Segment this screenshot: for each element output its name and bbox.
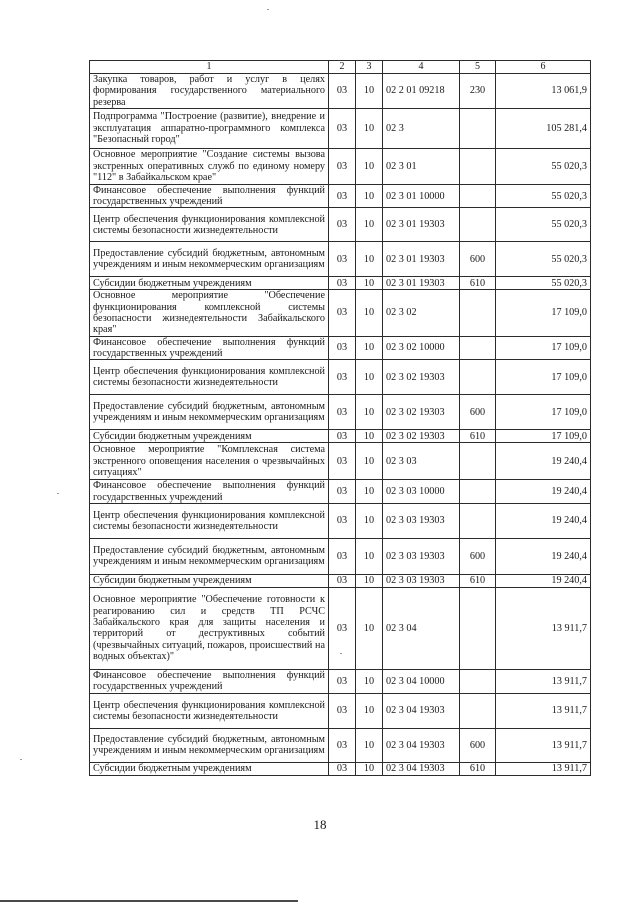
row-pr-code: 10: [356, 360, 383, 395]
row-pr-code: 10: [356, 538, 383, 574]
row-name: Основное мероприятие "Обеспечение функционирования комплексной системы безопасности жизнедеятельности Забайкальского края": [90, 290, 329, 336]
table-row: [90, 728, 591, 762]
row-name: Центр обеспечения функционирования комплексной системы безопасности жизнедеятельности: [90, 693, 329, 728]
row-gr-code: 03: [329, 762, 356, 775]
row-name: Основное мероприятие "Комплексная система экстренного оповещения населения о чрезвычайных ситуациях": [90, 443, 329, 480]
row-pr-code: 10: [356, 480, 383, 504]
row-name: Центр обеспечения функционирования комплексной системы безопасности жизнедеятельности: [90, 360, 329, 395]
row-gr-code: 03: [329, 693, 356, 728]
row-expense-type: [460, 108, 496, 148]
row-gr-code: 03: [329, 277, 356, 290]
scan-speck: [267, 9, 269, 10]
row-gr-code: 03: [329, 430, 356, 443]
table-row: [90, 290, 591, 336]
row-name: Финансовое обеспечение выполнения функций государственных учреждений: [90, 480, 329, 504]
row-amount: 13 911,7: [496, 762, 591, 775]
table-row: [90, 74, 591, 109]
table-row: [90, 360, 591, 395]
table-row: [90, 503, 591, 538]
row-pr-code: 10: [356, 336, 383, 360]
row-name: Предоставление субсидий бюджетным, автономным учреждениям и иным некоммерческим организациям: [90, 242, 329, 277]
row-amount: 13 911,7: [496, 669, 591, 693]
row-target-article: 02 3 02: [383, 290, 460, 336]
table-row: [90, 693, 591, 728]
scan-speck: [20, 759, 22, 760]
scan-speck: [57, 493, 59, 494]
row-target-article: 02 3 04 19303: [383, 728, 460, 762]
scan-speck: [340, 653, 342, 654]
row-amount: 19 240,4: [496, 574, 591, 587]
table-header-row: [90, 61, 591, 74]
row-amount: 55 020,3: [496, 277, 591, 290]
row-name: Основное мероприятие "Создание системы вызова экстренных оперативных служб по единому номеру "112" в Забайкальском крае": [90, 148, 329, 184]
table-row: [90, 336, 591, 360]
row-amount: 19 240,4: [496, 443, 591, 480]
row-gr-code: 03: [329, 574, 356, 587]
column-header: 6: [496, 61, 591, 74]
row-pr-code: 10: [356, 762, 383, 775]
row-pr-code: 10: [356, 148, 383, 184]
row-name: Закупка товаров, работ и услуг в целях формирования государственного материального резерва: [90, 74, 329, 109]
row-target-article: 02 3 02 19303: [383, 360, 460, 395]
row-pr-code: 10: [356, 728, 383, 762]
row-pr-code: 10: [356, 277, 383, 290]
row-target-article: 02 3 02 19303: [383, 395, 460, 430]
row-name: Финансовое обеспечение выполнения функций государственных учреждений: [90, 336, 329, 360]
row-pr-code: 10: [356, 443, 383, 480]
row-target-article: 02 2 01 09218: [383, 74, 460, 109]
row-target-article: 02 3 04 10000: [383, 669, 460, 693]
row-pr-code: 10: [356, 693, 383, 728]
row-expense-type: 610: [460, 762, 496, 775]
row-target-article: 02 3 04: [383, 587, 460, 669]
table-row: [90, 443, 591, 480]
row-expense-type: 230: [460, 74, 496, 109]
row-expense-type: [460, 290, 496, 336]
row-gr-code: 03: [329, 480, 356, 504]
row-expense-type: 600: [460, 728, 496, 762]
row-expense-type: [460, 480, 496, 504]
row-target-article: 02 3 03 19303: [383, 574, 460, 587]
row-name: Финансовое обеспечение выполнения функций государственных учреждений: [90, 669, 329, 693]
row-gr-code: 03: [329, 74, 356, 109]
row-pr-code: 10: [356, 430, 383, 443]
bottom-divider: [0, 900, 298, 902]
row-pr-code: 10: [356, 587, 383, 669]
row-pr-code: 10: [356, 669, 383, 693]
row-amount: 13 911,7: [496, 728, 591, 762]
row-name: Центр обеспечения функционирования комплексной системы безопасности жизнедеятельности: [90, 503, 329, 538]
row-target-article: 02 3 01: [383, 148, 460, 184]
row-expense-type: [460, 443, 496, 480]
table-row: [90, 184, 591, 208]
table-row: [90, 762, 591, 775]
row-gr-code: 03: [329, 108, 356, 148]
row-expense-type: 600: [460, 538, 496, 574]
row-name: Предоставление субсидий бюджетным, автономным учреждениям и иным некоммерческим организациям: [90, 395, 329, 430]
row-pr-code: 10: [356, 290, 383, 336]
row-target-article: 02 3 02 10000: [383, 336, 460, 360]
row-target-article: 02 3: [383, 108, 460, 148]
row-target-article: 02 3 01 19303: [383, 242, 460, 277]
budget-table: [89, 60, 591, 776]
row-amount: 17 109,0: [496, 290, 591, 336]
row-gr-code: 03: [329, 184, 356, 208]
row-name: Субсидии бюджетным учреждениям: [90, 430, 329, 443]
row-amount: 13 911,7: [496, 587, 591, 669]
row-gr-code: 03: [329, 290, 356, 336]
row-target-article: 02 3 03 19303: [383, 538, 460, 574]
row-target-article: 02 3 02 19303: [383, 430, 460, 443]
row-gr-code: 03: [329, 208, 356, 242]
table-row: [90, 242, 591, 277]
row-amount: 55 020,3: [496, 242, 591, 277]
row-pr-code: 10: [356, 208, 383, 242]
row-pr-code: 10: [356, 108, 383, 148]
row-amount: 19 240,4: [496, 538, 591, 574]
row-target-article: 02 3 01 10000: [383, 184, 460, 208]
row-expense-type: [460, 360, 496, 395]
row-gr-code: 03: [329, 148, 356, 184]
row-amount: 17 109,0: [496, 336, 591, 360]
table-row: [90, 574, 591, 587]
table-row: [90, 277, 591, 290]
table-row: [90, 430, 591, 443]
row-name: Предоставление субсидий бюджетным, автономным учреждениям и иным некоммерческим организациям: [90, 538, 329, 574]
row-amount: 17 109,0: [496, 395, 591, 430]
row-amount: 19 240,4: [496, 480, 591, 504]
row-expense-type: 600: [460, 395, 496, 430]
row-gr-code: 03: [329, 728, 356, 762]
row-pr-code: 10: [356, 395, 383, 430]
row-amount: 17 109,0: [496, 360, 591, 395]
row-name: Центр обеспечения функционирования комплексной системы безопасности жизнедеятельности: [90, 208, 329, 242]
row-amount: 55 020,3: [496, 184, 591, 208]
row-gr-code: 03: [329, 587, 356, 669]
row-name: Субсидии бюджетным учреждениям: [90, 277, 329, 290]
row-target-article: 02 3 03 19303: [383, 503, 460, 538]
row-target-article: 02 3 03 10000: [383, 480, 460, 504]
column-header: 3: [356, 61, 383, 74]
column-header: 4: [383, 61, 460, 74]
row-name: Подпрограмма "Построение (развитие), внедрение и эксплуатация аппаратно-программного комплекса "Безопасный город": [90, 108, 329, 148]
row-expense-type: 610: [460, 574, 496, 587]
row-amount: 55 020,3: [496, 208, 591, 242]
row-gr-code: 03: [329, 669, 356, 693]
row-amount: 13 911,7: [496, 693, 591, 728]
row-pr-code: 10: [356, 503, 383, 538]
table-row: [90, 587, 591, 669]
column-header: 2: [329, 61, 356, 74]
row-gr-code: 03: [329, 503, 356, 538]
row-pr-code: 10: [356, 242, 383, 277]
row-amount: 13 061,9: [496, 74, 591, 109]
row-gr-code: 03: [329, 360, 356, 395]
row-expense-type: [460, 208, 496, 242]
table-row: [90, 480, 591, 504]
row-name: Основное мероприятие "Обеспечение готовности к реагированию сил и средств ТП РСЧС Забайкальского края для защиты населения и территорий от деструктивных событий (чрезвычайных ситуаций, пожаров, происшествий на водных объектах)": [90, 587, 329, 669]
row-name: Финансовое обеспечение выполнения функций государственных учреждений: [90, 184, 329, 208]
row-expense-type: 610: [460, 277, 496, 290]
row-expense-type: [460, 184, 496, 208]
row-amount: 55 020,3: [496, 148, 591, 184]
table-row: [90, 538, 591, 574]
row-gr-code: 03: [329, 443, 356, 480]
row-target-article: 02 3 03: [383, 443, 460, 480]
row-expense-type: [460, 148, 496, 184]
row-pr-code: 10: [356, 184, 383, 208]
table-row: [90, 208, 591, 242]
row-gr-code: 03: [329, 395, 356, 430]
row-name: Субсидии бюджетным учреждениям: [90, 762, 329, 775]
row-expense-type: 610: [460, 430, 496, 443]
table-row: [90, 395, 591, 430]
row-gr-code: 03: [329, 242, 356, 277]
row-name: Субсидии бюджетным учреждениям: [90, 574, 329, 587]
row-amount: 105 281,4: [496, 108, 591, 148]
row-target-article: 02 3 04 19303: [383, 762, 460, 775]
table-row: [90, 108, 591, 148]
page-number: 18: [313, 817, 327, 832]
row-target-article: 02 3 01 19303: [383, 277, 460, 290]
row-amount: 19 240,4: [496, 503, 591, 538]
row-gr-code: 03: [329, 538, 356, 574]
row-target-article: 02 3 01 19303: [383, 208, 460, 242]
column-header: 5: [460, 61, 496, 74]
row-expense-type: [460, 587, 496, 669]
table-row: [90, 669, 591, 693]
column-header: 1: [90, 61, 329, 74]
row-expense-type: [460, 503, 496, 538]
row-expense-type: [460, 669, 496, 693]
row-expense-type: [460, 693, 496, 728]
row-gr-code: 03: [329, 336, 356, 360]
table-row: [90, 148, 591, 184]
row-pr-code: 10: [356, 574, 383, 587]
row-name: Предоставление субсидий бюджетным, автономным учреждениям и иным некоммерческим организациям: [90, 728, 329, 762]
row-amount: 17 109,0: [496, 430, 591, 443]
row-pr-code: 10: [356, 74, 383, 109]
row-target-article: 02 3 04 19303: [383, 693, 460, 728]
row-expense-type: [460, 336, 496, 360]
row-expense-type: 600: [460, 242, 496, 277]
